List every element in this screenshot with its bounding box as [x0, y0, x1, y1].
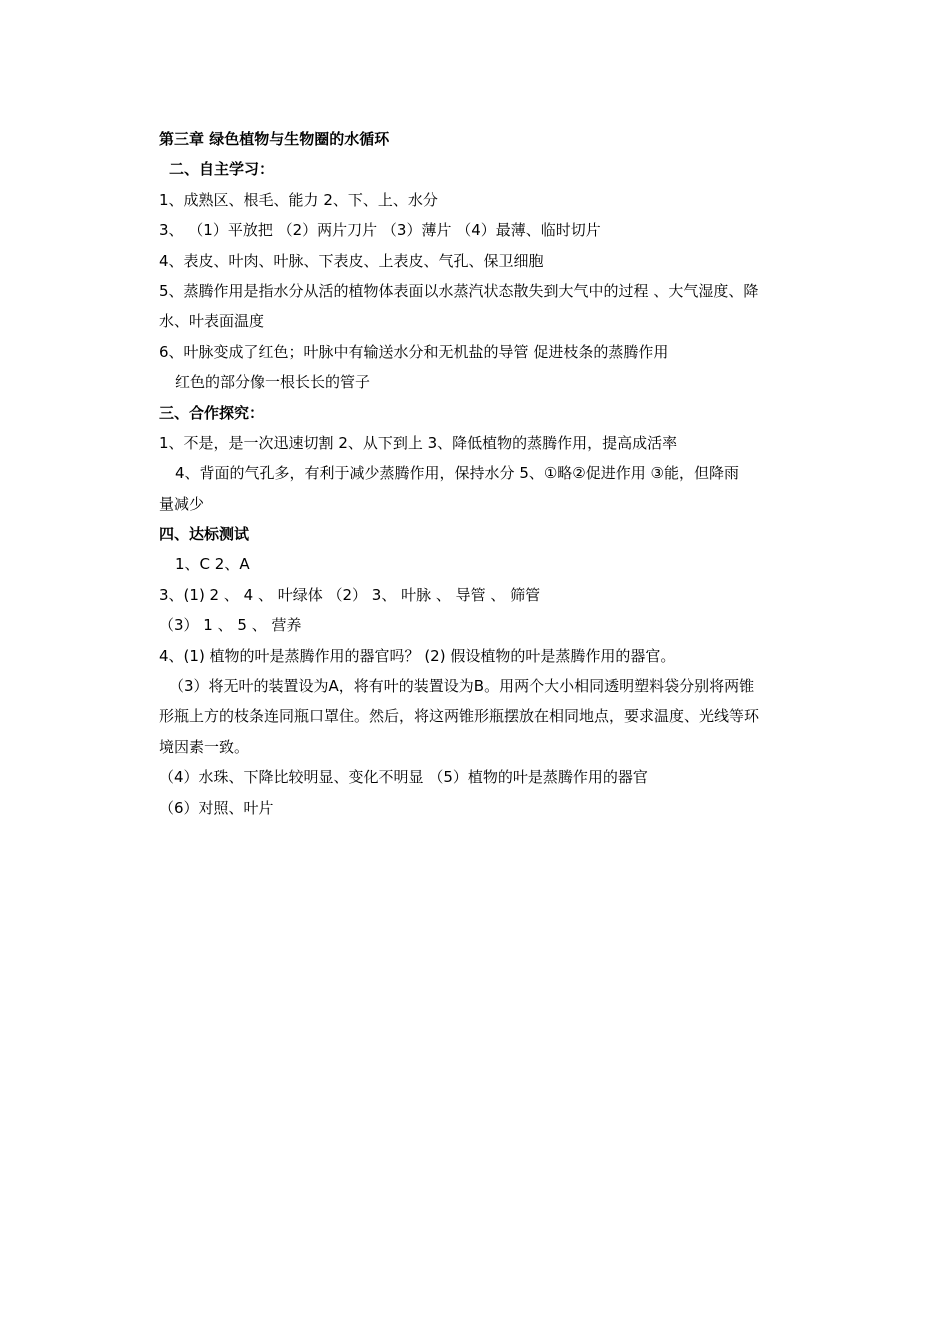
- answer-line: 3、(1) 2 、 4 、 叶绿体 （2） 3、 叶脉 、 导管 、 筛管: [159, 585, 541, 604]
- section-heading-standard-test: 四、达标测试: [159, 525, 250, 544]
- answer-line: 4、(1) 植物的叶是蒸腾作用的器官吗？ (2) 假设植物的叶是蒸腾作用的器官。: [159, 646, 676, 665]
- document-body: [159, 124, 839, 823]
- answer-line: 6、叶脉变成了红色；叶脉中有输送水分和无机盐的导管 促进枝条的蒸腾作用: [159, 342, 669, 361]
- answer-line: （4）水珠、下降比较明显、变化不明显 （5）植物的叶是蒸腾作用的器官: [159, 768, 648, 787]
- answer-line: （3）将无叶的装置设为A，将有叶的装置设为B。用两个大小相同透明塑料袋分别将两锥: [169, 677, 755, 696]
- answer-line: 4、背面的气孔多，有利于减少蒸腾作用，保持水分 5、①略②促进作用 ③能，但降雨: [175, 464, 739, 483]
- answer-line: 5、蒸腾作用是指水分从活的植物体表面以水蒸汽状态散失到大气中的过程 、大气湿度、降: [159, 281, 759, 300]
- answer-line: 境因素一致。: [159, 737, 250, 756]
- answer-line: 1、C 2、A: [175, 555, 250, 574]
- answer-line: 1、不是，是一次迅速切割 2、从下到上 3、降低植物的蒸腾作用，提高成活率: [159, 433, 678, 452]
- section-heading-cooperative-inquiry: 三、合作探究：: [159, 403, 265, 422]
- chapter-title: 第三章 绿色植物与生物圈的水循环: [159, 130, 390, 148]
- answer-line: 4、表皮、叶肉、叶脉、下表皮、上表皮、气孔、保卫细胞: [159, 251, 544, 270]
- section-heading-self-study: 二、自主学习：: [169, 160, 275, 179]
- answer-line: （6）对照、叶片: [159, 798, 274, 817]
- answer-line: 水、叶表面温度: [159, 312, 265, 331]
- answer-line: 1、成熟区、根毛、能力 2、下、上、水分: [159, 190, 438, 209]
- answer-line: 红色的部分像一根长长的管子: [175, 373, 371, 392]
- answer-line: 量减少: [159, 494, 205, 513]
- answer-line: 3、 （1）平放把 （2）两片刀片 （3）薄片 （4）最薄、临时切片: [159, 221, 601, 240]
- answer-line: （3） 1 、 5 、 营养: [159, 616, 302, 635]
- answer-line: 形瓶上方的枝条连同瓶口罩住。然后，将这两锥形瓶摆放在相同地点，要求温度、光线等环: [159, 707, 760, 726]
